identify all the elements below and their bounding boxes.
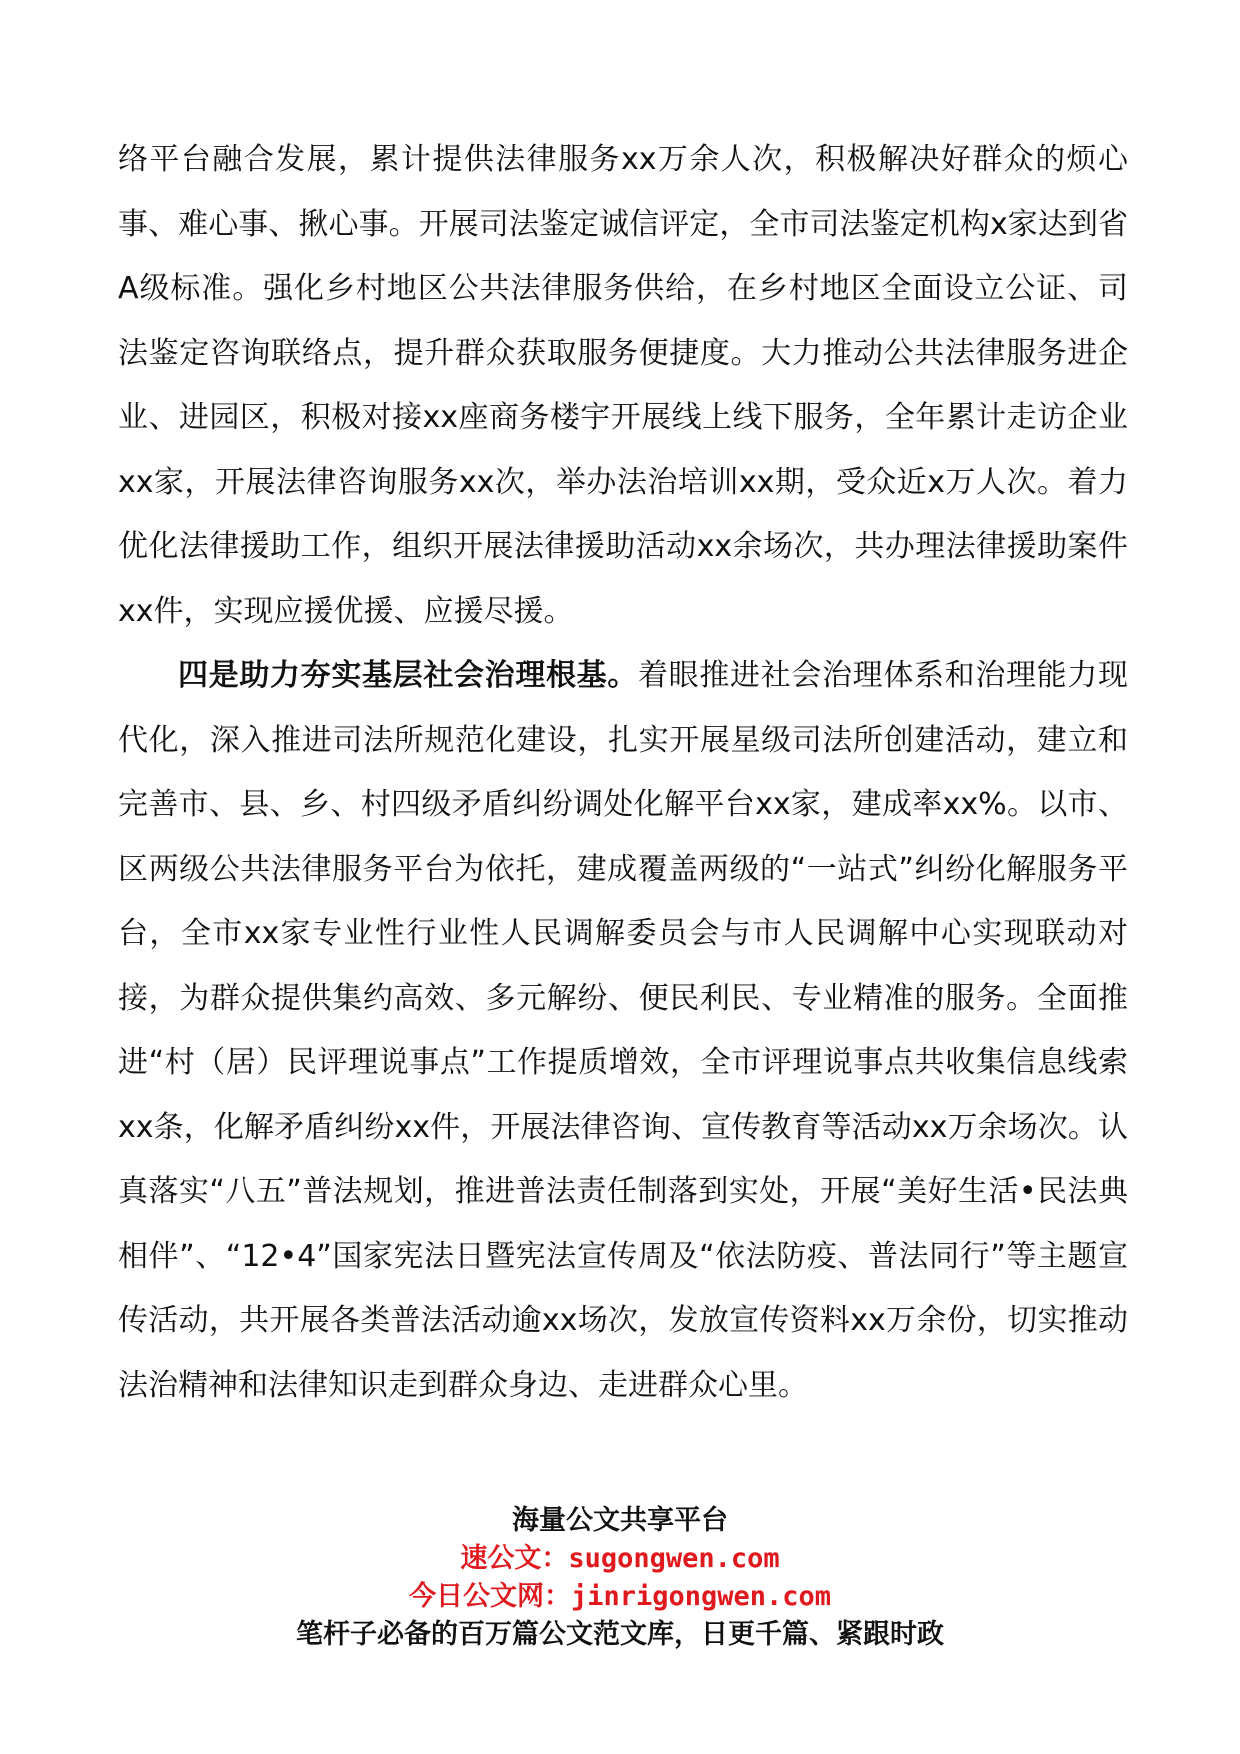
footer-site-2 xyxy=(0,1578,1240,1616)
footer-site-2-url[interactable]: jinrigongwen.com xyxy=(570,1581,832,1612)
paragraph-continued xyxy=(118,128,1128,644)
footer-site-1 xyxy=(0,1540,1240,1578)
footer-site-2-label: 今日公文网： xyxy=(408,1581,571,1612)
footer-site-1-label: 速公文： xyxy=(460,1543,569,1574)
paragraph-text: 络平台融合发展，累计提供法律服务xx万余人次，积极解决好群众的烦心事、难心事、揪心事。开展司法鉴定诚信评定，全市司法鉴定机构x家达到省A级标准。强化乡村地区公共法律服务供给，在乡村地区全面设立公证、司法鉴定咨询联络点，提升群众获取服务便捷度。大力推动公共法律服务进企业、进园区，积极对接xx座商务楼宇开展线上线下服务，全年累计走访企业xx家，开展法律咨询服务xx次，举办法治培训xx期，受众近x万人次。着力优化法律援助工作，组织开展法律援助活动xx余场次，共办理法律援助案件xx件，实现应援优援、应援尽援。 xyxy=(118,142,1128,629)
footer-slogan: 笔杆子必备的百万篇公文范文库，日更千篇、紧跟时政 xyxy=(296,1619,944,1650)
footer-site-1-url[interactable]: sugongwen.com xyxy=(568,1543,780,1574)
section-heading: 四是助力夯实基层社会治理根基。 xyxy=(178,658,638,693)
footer-title: 海量公文共享平台 xyxy=(512,1505,728,1536)
paragraph-section-four xyxy=(118,644,1128,1418)
paragraph-text: 着眼推进社会治理体系和治理能力现代化，深入推进司法所规范化建设，扎实开展星级司法所创建活动，建立和完善市、县、乡、村四级矛盾纠纷调处化解平台xx家，建成率xx%。以市、区两级公共法律服务平台为依托，建成覆盖两级的“一站式”纠纷化解服务平台，全市xx家专业性行业性人民调解委员会与市人民调解中心实现联动对接，为群众提供集约高效、多元解纷、便民利民、专业精准的服务。全面推进“村（居）民评理说事点”工作提质增效，全市评理说事点共收集信息线索xx条，化解矛盾纠纷xx件，开展法律咨询、宣传教育等活动xx万余场次。认真落实“八五”普法规划，推进普法责任制落到实处，开展“美好生活•民法典相伴”、“12•4”国家宪法日暨宪法宣传周及“依法防疫、普法同行”等主题宣传活动，共开展各类普法活动逾xx场次，发放宣传资料xx万余份，切实推动法治精神和法律知识走到群众身边、走进群众心里。 xyxy=(118,658,1128,1403)
document-body xyxy=(118,128,1128,1418)
watermark-footer xyxy=(0,1502,1240,1654)
